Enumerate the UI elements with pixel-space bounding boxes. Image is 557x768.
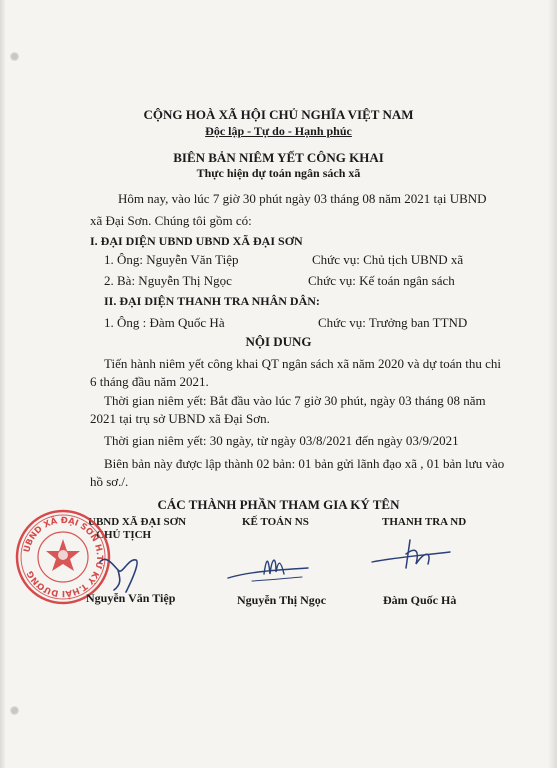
motto: Độc lập - Tự do - Hạnh phúc xyxy=(205,124,352,138)
member-role: Chức vụ: Kế toán ngân sách xyxy=(308,273,455,288)
signature-org: UBND XÃ ĐẠI SƠN xyxy=(88,516,187,528)
content-p2-line1: Thời gian niêm yết: Bắt đầu vào lúc 7 giờ 30 phút, ngày 03 tháng 08 năm xyxy=(104,393,486,408)
punch-hole xyxy=(10,52,19,61)
content-heading: NỘI DUNG xyxy=(245,334,312,349)
member-name: 1. Ông: Nguyễn Văn Tiệp xyxy=(104,252,239,267)
document-subtitle: Thực hiện dự toán ngân sách xã xyxy=(196,166,361,180)
stamp-text: UBND XÃ ĐẠI SƠN H.TỪ KỲ T.HẢI DƯƠNG xyxy=(22,515,105,599)
signer-name: Đàm Quốc Hà xyxy=(383,593,457,607)
signer-name: Nguyễn Văn Tiệp xyxy=(86,591,176,605)
content-p1-line1: Tiến hành niêm yết công khai QT ngân sách xã năm 2020 và dự toán thu chi xyxy=(104,356,501,371)
content-p3: Thời gian niêm yết: 30 ngày, từ ngày 03/8/2021 đến ngày 03/9/2021 xyxy=(104,433,459,448)
content-p2-line2: 2021 tại trụ sở UBND xã Đại Sơn. xyxy=(90,411,270,426)
signature-inspector xyxy=(366,536,456,576)
section-2-heading: II. ĐẠI DIỆN THANH TRA NHÂN DÂN: xyxy=(104,294,320,308)
signature-org: THANH TRA ND xyxy=(382,516,467,528)
content-p4-line2: hồ sơ./. xyxy=(90,474,129,489)
signer-name: Nguyễn Thị Ngọc xyxy=(237,593,327,607)
member-name: 1. Ông : Đàm Quốc Hà xyxy=(104,315,225,330)
signatures-heading: CÁC THÀNH PHẦN THAM GIA KÝ TÊN xyxy=(157,497,400,512)
document-title: BIÊN BẢN NIÊM YẾT CÔNG KHAI xyxy=(173,150,384,165)
motto-wrap xyxy=(0,122,557,140)
intro-line-2: xã Đại Sơn. Chúng tôi gồm có: xyxy=(90,213,252,228)
signature-accountant xyxy=(222,548,314,586)
punch-hole xyxy=(10,706,19,715)
member-role: Chức vụ: Trưởng ban TTND xyxy=(318,315,468,330)
intro-line-1: Hôm nay, vào lúc 7 giờ 30 phút ngày 03 tháng 08 năm 2021 tại UBND xyxy=(118,191,487,206)
member-name: 2. Bà: Nguyễn Thị Ngọc xyxy=(104,273,232,288)
signature-org: KẾ TOÁN NS xyxy=(242,516,309,528)
content-p1-line2: 6 tháng đầu năm 2021. xyxy=(90,374,209,389)
signature-title: CHỦ TỊCH xyxy=(96,529,152,541)
section-1-heading: I. ĐẠI DIỆN UBND UBND XÃ ĐẠI SƠN xyxy=(90,234,303,248)
country-name: CỘNG HOÀ XÃ HỘI CHỦ NGHĨA VIỆT NAM xyxy=(143,107,414,122)
member-role: Chức vụ: Chủ tịch UBND xã xyxy=(312,252,464,267)
content-p4-line1: Biên bản này được lập thành 02 bản: 01 bản gửi lãnh đạo xã , 01 bản lưu vào xyxy=(104,456,505,471)
